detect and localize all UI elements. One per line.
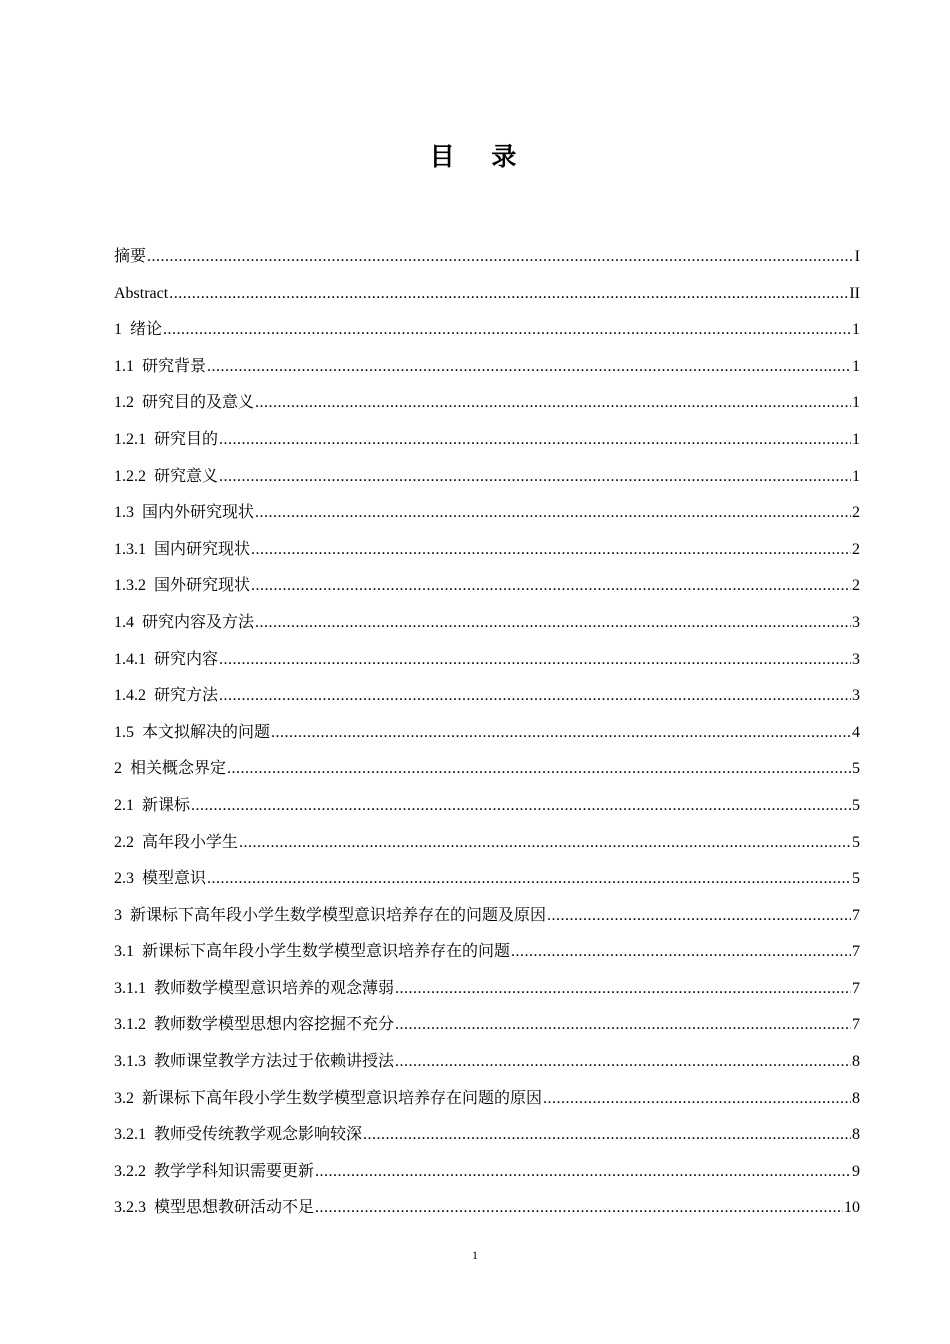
toc-entry-page: 10: [844, 1199, 860, 1217]
toc-entry-label: 高年段小学生: [142, 833, 239, 851]
toc-entry-label: 研究意义: [154, 467, 219, 485]
toc-entry[interactable]: [114, 678, 860, 715]
toc-entry-page: 8: [852, 1053, 860, 1071]
toc-entry-page: 7: [852, 943, 860, 961]
toc-entry-page: 2: [852, 504, 860, 522]
toc-leader-dots: [395, 971, 851, 1008]
toc-leader-dots: [219, 459, 851, 496]
toc-entry-label: 研究目的: [154, 430, 219, 448]
toc-leader-dots: [547, 898, 851, 935]
toc-entry-number: 2: [114, 760, 122, 778]
toc-entry[interactable]: [114, 349, 860, 386]
toc-entry-label: 教师数学模型意识培养的观念薄弱: [154, 979, 395, 997]
toc-entry-page: 8: [852, 1126, 860, 1144]
toc-entry-page: 5: [852, 833, 860, 851]
toc-entry[interactable]: [114, 1081, 860, 1118]
toc-leader-dots: [315, 1154, 851, 1191]
toc-entry[interactable]: [114, 422, 860, 459]
toc-entry-label: 研究内容及方法: [142, 613, 255, 631]
toc-entry-page: 1: [852, 321, 860, 339]
toc-entry-label: 研究背景: [142, 357, 207, 375]
toc-entry-number: 1.3.2: [114, 577, 146, 595]
toc-entry-number: 2.1: [114, 796, 134, 814]
toc-entry[interactable]: [114, 239, 860, 276]
toc-entry[interactable]: [114, 788, 860, 825]
toc-entry-label: 相关概念界定: [130, 760, 227, 778]
toc-leader-dots: [251, 568, 851, 605]
toc-entry-number: 1.3: [114, 504, 134, 522]
toc-leader-dots: [207, 349, 851, 386]
toc-leader-dots: [315, 1190, 843, 1227]
page-number: 1: [472, 1248, 478, 1262]
toc-leader-dots: [219, 642, 851, 679]
toc-entry-number: 1.4.2: [114, 687, 146, 705]
toc-entry-page: 9: [852, 1162, 860, 1180]
toc-entry[interactable]: [114, 751, 860, 788]
toc-entry-number: 3.1: [114, 943, 134, 961]
toc-entry[interactable]: [114, 1044, 860, 1081]
toc-entry-number: 3.1.2: [114, 1016, 146, 1034]
toc-leader-dots: [255, 495, 851, 532]
toc-leader-dots: [227, 751, 851, 788]
toc-entry[interactable]: [114, 1117, 860, 1154]
toc-entry-label: 新课标下高年段小学生数学模型意识培养存在的问题: [142, 943, 511, 961]
toc-entry-page: 1: [852, 394, 860, 412]
toc-entry-label: 新课标下高年段小学生数学模型意识培养存在的问题及原因: [130, 906, 547, 924]
toc-leader-dots: [363, 1117, 851, 1154]
toc-entry-label: 教学学科知识需要更新: [154, 1162, 315, 1180]
toc-leader-dots: [271, 715, 851, 752]
toc-leader-dots: [255, 605, 851, 642]
toc-entry-label: 教师课堂教学方法过于依赖讲授法: [154, 1053, 395, 1071]
toc-entry-label: 教师受传统教学观念影响较深: [154, 1126, 363, 1144]
toc-entry-number: 3.2.3: [114, 1199, 146, 1217]
page-title: 目 录: [429, 141, 531, 171]
toc-leader-dots: [239, 825, 851, 862]
toc-entry-page: 7: [852, 906, 860, 924]
toc-entry-number: 2.2: [114, 833, 134, 851]
toc-entry-page: 1: [852, 467, 860, 485]
toc-entry-number: 1.2.1: [114, 430, 146, 448]
toc-entry-label: 国内外研究现状: [142, 504, 255, 522]
toc-entry-number: 1.2.2: [114, 467, 146, 485]
toc-entry[interactable]: [114, 642, 860, 679]
toc-entry-page: 3: [852, 613, 860, 631]
toc-entry-number: 1.5: [114, 723, 134, 741]
toc-entry-number: 1: [114, 321, 122, 339]
toc-entry-page: 2: [852, 540, 860, 558]
toc-entry[interactable]: [114, 276, 860, 313]
toc-entry-label: 模型思想教研活动不足: [154, 1199, 315, 1217]
toc-entry-page: I: [854, 248, 860, 265]
toc-entry[interactable]: [114, 934, 860, 971]
toc-entry-label: 绪论: [130, 321, 163, 339]
toc-entry-page: 5: [852, 796, 860, 814]
toc-leader-dots: [251, 532, 851, 569]
toc-entry-page: 1: [852, 357, 860, 375]
toc-entry[interactable]: [114, 1190, 860, 1227]
toc-entry-page: 7: [852, 979, 860, 997]
toc-leader-dots: [511, 934, 851, 971]
toc-entry[interactable]: [114, 1154, 860, 1191]
toc-entry-page: 7: [852, 1016, 860, 1034]
toc-entry-page: 4: [852, 723, 860, 741]
toc-entry-label: 研究目的及意义: [142, 394, 255, 412]
toc-leader-dots: [219, 678, 851, 715]
toc-entry-number: 1.1: [114, 357, 134, 375]
toc-entry[interactable]: [114, 605, 860, 642]
toc-leader-dots: [255, 385, 851, 422]
toc-entry-number: 3.2.2: [114, 1162, 146, 1180]
toc-entry-page: 8: [852, 1089, 860, 1107]
toc-entry-label: 教师数学模型思想内容挖掘不充分: [154, 1016, 395, 1034]
toc-leader-dots: [191, 788, 851, 825]
table-of-contents: [114, 239, 860, 1227]
toc-entry-page: 5: [852, 870, 860, 888]
toc-entry[interactable]: [114, 715, 860, 752]
toc-entry-label: 研究内容: [154, 650, 219, 668]
toc-entry-page: 3: [852, 650, 860, 668]
toc-entry-number: 2.3: [114, 870, 134, 888]
toc-leader-dots: [163, 312, 851, 349]
toc-entry-number: 1.4: [114, 613, 134, 631]
toc-entry[interactable]: [114, 825, 860, 862]
toc-entry-page: 3: [852, 687, 860, 705]
toc-entry-label: 国内研究现状: [154, 540, 251, 558]
toc-leader-dots: [543, 1081, 851, 1118]
toc-leader-dots: [219, 422, 851, 459]
toc-entry-number: 1.3.1: [114, 540, 146, 558]
toc-entry-number: 3.2.1: [114, 1126, 146, 1144]
toc-entry-page: 2: [852, 577, 860, 595]
toc-entry-number: 3.2: [114, 1089, 134, 1107]
toc-entry-label: 研究方法: [154, 687, 219, 705]
toc-entry-label: 国外研究现状: [154, 577, 251, 595]
toc-leader-dots: [207, 861, 851, 898]
toc-entry-number: 1.2: [114, 394, 134, 412]
toc-leader-dots: [395, 1007, 851, 1044]
toc-entry-label: 模型意识: [142, 870, 207, 888]
toc-entry-number: 3: [114, 906, 122, 924]
toc-entry-number: 1.4.1: [114, 650, 146, 668]
toc-entry-number: 3.1.3: [114, 1053, 146, 1071]
toc-entry-label: Abstract: [114, 284, 169, 302]
toc-entry[interactable]: [114, 459, 860, 496]
toc-entry-label: 本文拟解决的问题: [142, 723, 271, 741]
toc-leader-dots: [169, 276, 848, 313]
toc-entry-page: II: [849, 284, 860, 302]
toc-entry-page: 5: [852, 760, 860, 778]
toc-entry[interactable]: [114, 385, 860, 422]
toc-entry-number: 3.1.1: [114, 979, 146, 997]
toc-entry-page: 1: [852, 430, 860, 448]
toc-leader-dots: [395, 1044, 851, 1081]
toc-entry[interactable]: [114, 312, 860, 349]
toc-entry[interactable]: [114, 568, 860, 605]
toc-leader-dots: [147, 239, 854, 276]
toc-entry[interactable]: [114, 898, 860, 935]
toc-entry[interactable]: [114, 532, 860, 569]
toc-entry[interactable]: [114, 861, 860, 898]
toc-entry-label: 摘要: [114, 248, 147, 265]
toc-entry-label: 新课标: [142, 796, 191, 814]
toc-entry[interactable]: [114, 1007, 860, 1044]
toc-entry[interactable]: [114, 495, 860, 532]
toc-entry[interactable]: [114, 971, 860, 1008]
toc-entry-label: 新课标下高年段小学生数学模型意识培养存在问题的原因: [142, 1089, 543, 1107]
